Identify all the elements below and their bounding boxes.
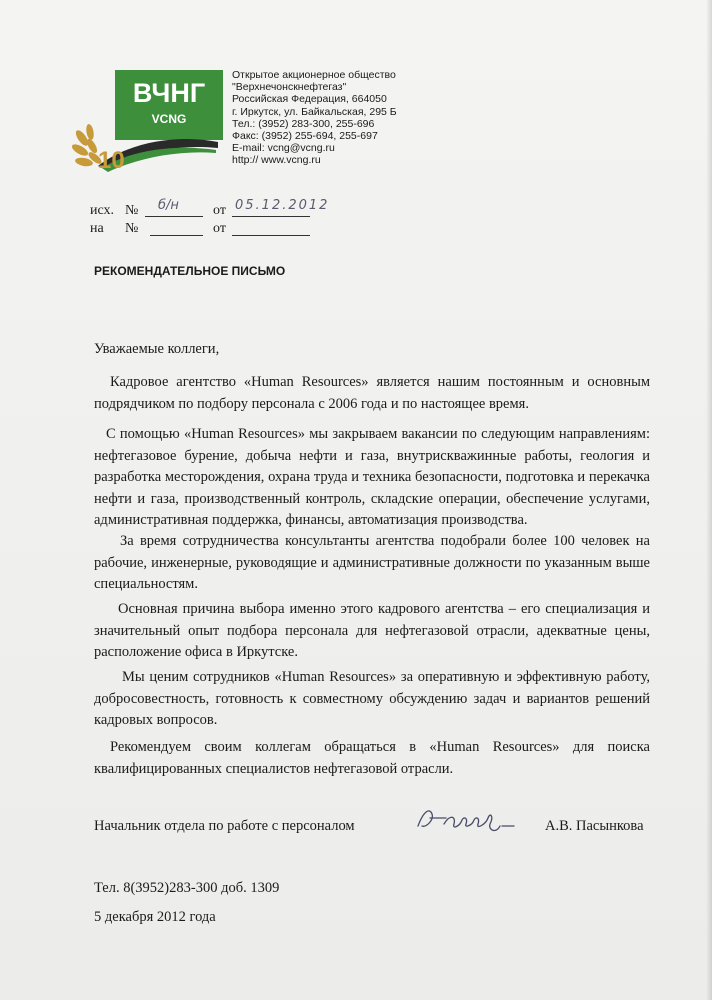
contact-phone: Тел. 8(3952)283-300 доб. 1309 bbox=[94, 880, 280, 896]
out-number-sign: № bbox=[125, 203, 139, 218]
in-number-sign: № bbox=[125, 221, 139, 236]
signer-position: Начальник отдела по работе с персоналом bbox=[94, 818, 355, 834]
letter-paragraph: За время сотрудничества консультанты агентства подобрали более 100 человек на рабочие, инженерные, руководящие и административные должности по указанным выше специальностям. bbox=[94, 533, 650, 592]
company-line: http:// www.vcng.ru bbox=[232, 154, 321, 167]
letter-paragraph: Мы ценим сотрудников «Human Resources» за оперативную и эффективную работу, добросовестность, готовность к совместному обсуждению задач и вариантов решений кадровых вопросов. bbox=[94, 669, 650, 728]
company-line: Российская Федерация, 664050 bbox=[232, 93, 387, 106]
company-line: Тел.: (3952) 283-300, 255-696 bbox=[232, 117, 375, 130]
letter-title: РЕКОМЕНДАТЕЛЬНОЕ ПИСЬМО bbox=[94, 264, 286, 278]
anniversary-number: 10 bbox=[98, 147, 125, 174]
company-line: Факс: (3952) 255-694, 255-697 bbox=[232, 130, 378, 143]
company-line: г. Иркутск, ул. Байкальская, 295 Б bbox=[232, 105, 397, 118]
logo-sub-text: VCNG bbox=[151, 112, 187, 126]
company-details bbox=[232, 69, 452, 167]
letter-paragraph: Кадровое агентство «Human Resources» является нашим постоянным и основным подрядчиком по подбору персонала с 2006 года и по настоящее время. bbox=[94, 374, 650, 412]
anniversary-emblem bbox=[68, 118, 228, 180]
company-line: Открытое акционерное общество bbox=[232, 69, 396, 81]
logo-main-text: ВЧНГ bbox=[132, 78, 206, 108]
out-number-value: б/н bbox=[158, 198, 179, 213]
page-edge-shadow bbox=[706, 0, 712, 1000]
out-from-label: от bbox=[213, 203, 226, 218]
handwritten-signature bbox=[410, 800, 520, 840]
out-label: исх. bbox=[90, 203, 115, 218]
in-label: на bbox=[90, 221, 104, 236]
letter-paragraph: Рекомендуем своим коллегам обращаться в «Human Resources» для поиска квалифицированных специалистов нефтегазовой отрасли. bbox=[94, 739, 650, 777]
signer-name: А.В. Пасынкова bbox=[545, 818, 644, 834]
letter-greeting: Уважаемые коллеги, bbox=[94, 341, 220, 357]
company-line: E-mail: vcng@vcng.ru bbox=[232, 142, 335, 155]
letter-date: 5 декабря 2012 года bbox=[94, 909, 216, 925]
letter-paragraph: Основная причина выбора именно этого кадрового агентства – его специализация и значительный опыт подбора персонала для нефтегазовой отрасли, адекватные цены, расположение офиса в Иркутске. bbox=[94, 601, 650, 660]
out-date-value: 05.12.2012 bbox=[235, 198, 330, 213]
in-from-label: от bbox=[213, 221, 226, 236]
letter-paragraph: С помощью «Human Resources» мы закрываем вакансии по следующим направлениям: нефтегазовое бурение, добыча нефти и газа, внутрискважинные работы, геология и разработка месторождения, охрана труда и техника безопасности, подготовка и перекачка нефти и газа, производственный контроль, складские операции, обеспечение услугами, административная поддержка, финансы, автоматизация производства. bbox=[94, 426, 650, 528]
company-line: "Верхнечонскнефтегаз" bbox=[232, 81, 347, 94]
